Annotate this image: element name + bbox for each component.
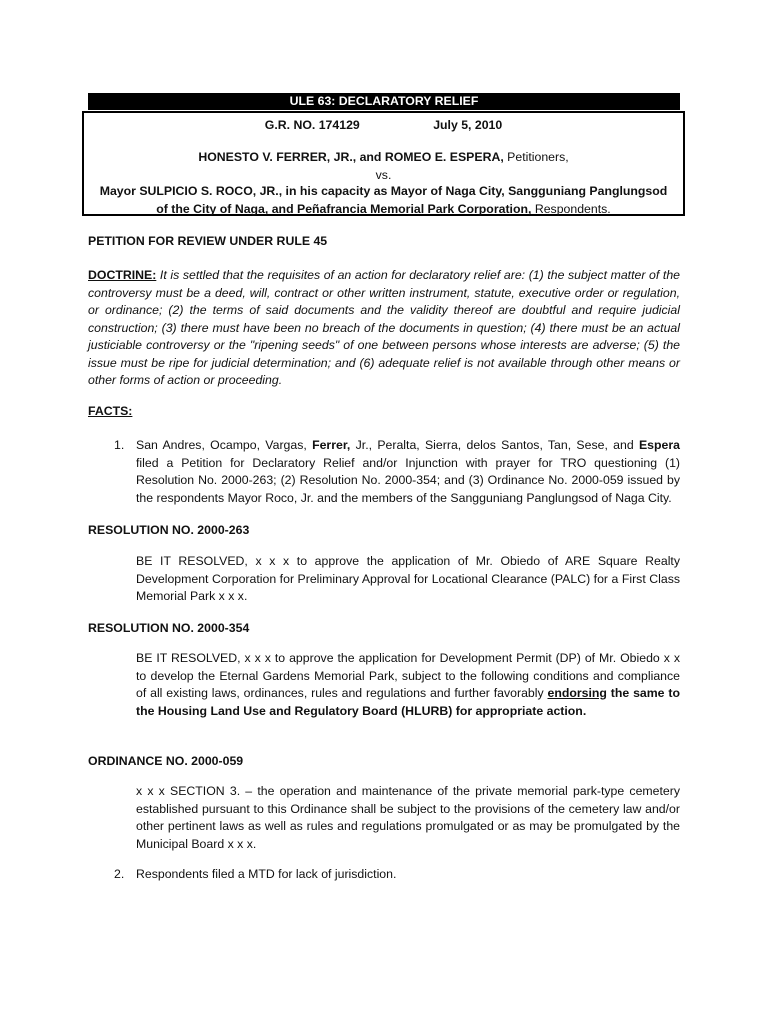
decision-date: July 5, 2010 <box>433 118 503 132</box>
petition-heading: PETITION FOR REVIEW UNDER RULE 45 <box>88 234 328 248</box>
respondents-role: Respondents. <box>531 201 611 216</box>
resolution-354-text <box>136 650 680 720</box>
resolution-354-endorsing: endorsing <box>547 686 607 700</box>
respondents-names: of the City of Naga, and Peñafrancia Memorial Park Corporation, <box>156 201 532 216</box>
fact-1-espera: Espera <box>638 438 680 452</box>
fact-1-number: 1. <box>114 438 125 452</box>
fact-1-part-3: filed a Petition for Declaratory Relief and/or Injunction with prayer for TRO questioning (1) Resolution No. 2000-263; (2) Resolution No. 2000-354; and (3) Ordinance No. 2000-059 issued by the respondents Mayor Roco, Jr. and the members of the Sangguniang Panglungsod of Naga City. <box>136 455 680 505</box>
respondents-line-1: Mayor SULPICIO S. ROCO, JR., in his capacity as Mayor of Naga City, Sangguniang Panglungsod <box>99 184 668 198</box>
fact-1-part-2: Jr., Peralta, Sierra, delos Santos, Tan, Sese, and <box>350 438 639 452</box>
fact-2-number: 2. <box>114 867 125 881</box>
resolution-263-text: BE IT RESOLVED, x x x to approve the application of Mr. Obiedo of ARE Square Realty Development Corporation for Preliminary Approval for Locational Clearance (PALC) for a First Class Memorial Park x x x. <box>136 554 680 603</box>
resolution-263-heading: RESOLUTION NO. 2000-263 <box>88 523 250 537</box>
versus: vs. <box>375 168 392 182</box>
resolution-354-bold-tail: the same to the Housing Land Use and Regulatory Board (HLURB) for appropriate action. <box>136 686 680 718</box>
resolution-354-heading: RESOLUTION NO. 2000-354 <box>88 621 250 635</box>
gr-number: G.R. NO. 174129 <box>264 118 360 132</box>
case-title-bar <box>88 93 680 110</box>
doctrine-text: It is settled that the requisites of an action for declaratory relief are: (1) the subject matter of the controversy must be a deed, will, contract or other written instrument, statute, executive order or regulation, or ordinance; (2) the terms of said documents and the validity thereof are doubtful and require judicial construction; (3) there must have been no breach of the documents in question; (4) there must be an actual justiciable controversy or the "ripening seeds" of one between persons whose interests are adverse; (5) the issue must be ripe for judicial determination; and (6) adequate relief is not available through other means or other forms of action or proceeding. <box>88 268 680 387</box>
fact-2-text: Respondents filed a MTD for lack of jurisdiction. <box>136 867 397 881</box>
doctrine-label: DOCTRINE: <box>88 268 157 282</box>
ordinance-059-heading: ORDINANCE NO. 2000-059 <box>88 754 244 768</box>
facts-heading: FACTS: <box>88 404 133 418</box>
ordinance-059-text: x x x SECTION 3. – the operation and maintenance of the private memorial park-type cemetery established pursuant to this Ordinance shall be subject to the provisions of the cemetery law and/or other pertinent laws as well as rules and regulations promulgated or as may be promulgated by the Municipal Board x x x. <box>136 784 680 851</box>
case-title: ULE 63: DECLARATORY RELIEF <box>289 94 479 108</box>
fact-1-part-1: San Andres, Ocampo, Vargas, <box>136 438 313 452</box>
respondents-line-2 <box>84 201 683 219</box>
gr-line <box>84 117 683 135</box>
case-header-box <box>82 111 685 216</box>
resolution-354-body: BE IT RESOLVED, x x x to approve the application for Development Permit (DP) of Mr. Obiedo x x to develop the Eternal Gardens Memorial Park, subject to the following conditions and compliance of all existing laws, ordinances, rules and regulations and further favorably <box>136 651 680 700</box>
petitioners-line <box>84 149 683 167</box>
fact-1-ferrer: Ferrer, <box>312 438 351 452</box>
fact-1-text <box>136 437 680 507</box>
petitioners-names: HONESTO V. FERRER, JR., and ROMEO E. ESPERA, <box>198 150 504 164</box>
respondents-block <box>84 183 683 218</box>
doctrine-paragraph <box>88 267 680 390</box>
petitioners-role: Petitioners, <box>503 150 569 164</box>
